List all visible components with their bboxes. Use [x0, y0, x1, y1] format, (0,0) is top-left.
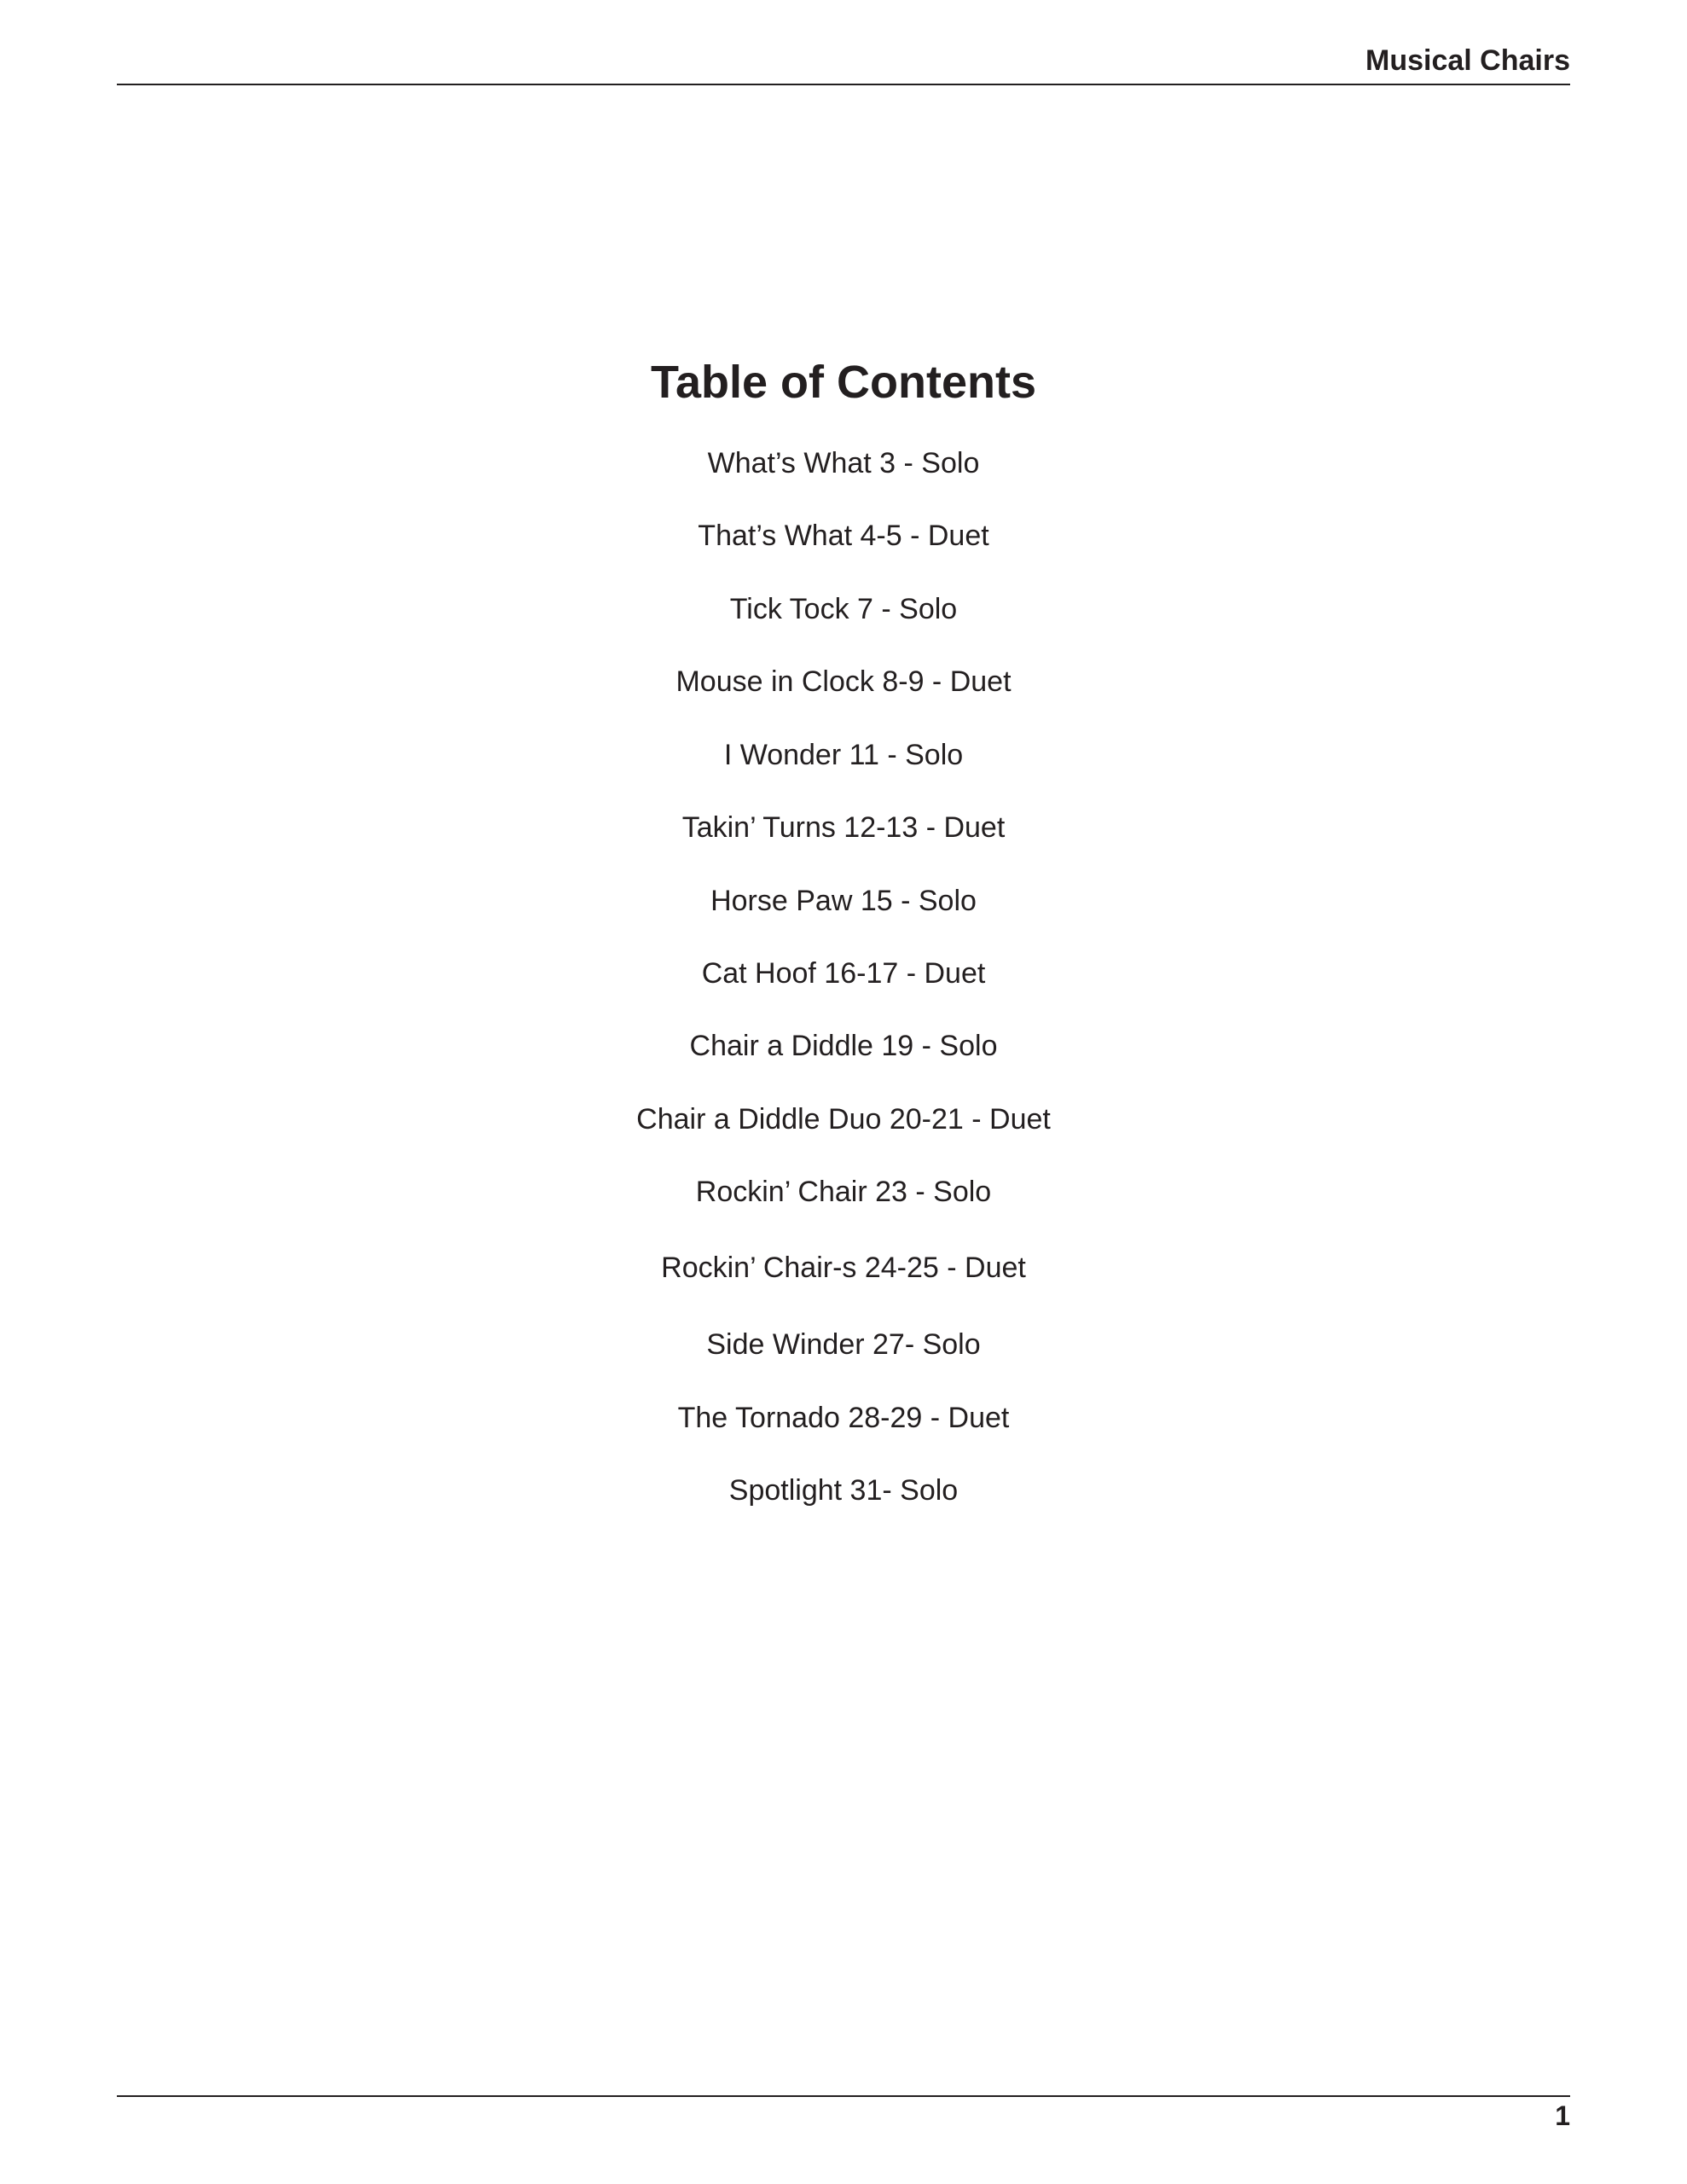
toc-entry: Cat Hoof 16-17 - Duet: [701, 957, 986, 990]
running-header-title: Musical Chairs: [1365, 44, 1570, 77]
toc-entry: Rockin’ Chair-s 24-25 - Duet: [661, 1252, 1026, 1284]
toc-entry: What’s What 3 - Solo: [707, 447, 980, 479]
toc-entry: That’s What 4-5 - Duet: [698, 520, 989, 552]
toc-entry: Horse Paw 15 - Solo: [710, 885, 977, 917]
toc-entry: Side Winder 27- Solo: [706, 1328, 981, 1361]
toc-entry: Mouse in Clock 8-9 - Duet: [675, 665, 1012, 698]
header-rule: [117, 84, 1570, 85]
toc-entry: Tick Tock 7 - Solo: [729, 593, 958, 625]
toc-entry: Spotlight 31- Solo: [728, 1474, 959, 1507]
toc-entry: I Wonder 11 - Solo: [723, 739, 964, 771]
footer-rule: [117, 2095, 1570, 2097]
toc-entry: Takin’ Turns 12-13 - Duet: [681, 811, 1006, 844]
toc-entry: Rockin’ Chair 23 - Solo: [695, 1176, 992, 1208]
toc-heading: Table of Contents: [651, 357, 1036, 408]
page-number: 1: [1555, 2100, 1570, 2131]
toc-entry: Chair a Diddle Duo 20-21 - Duet: [636, 1103, 1051, 1136]
toc-entry: The Tornado 28-29 - Duet: [677, 1402, 1010, 1434]
toc-entry: Chair a Diddle 19 - Solo: [689, 1030, 998, 1062]
